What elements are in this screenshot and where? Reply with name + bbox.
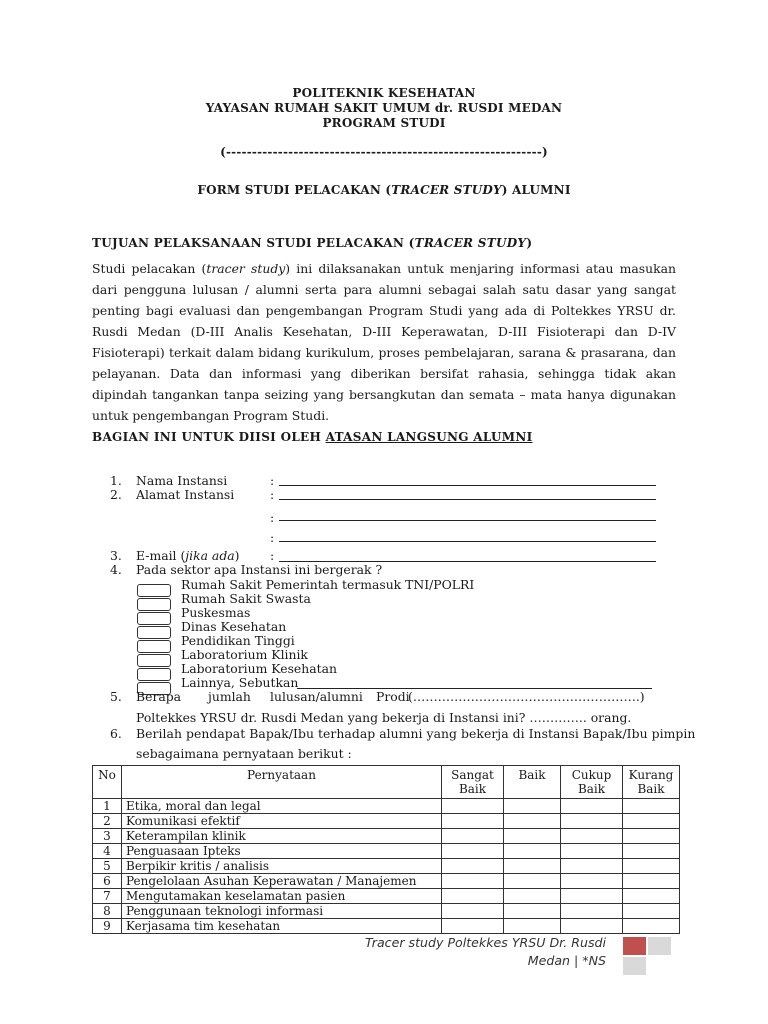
assessment-table bbox=[92, 765, 680, 934]
rating-cell[interactable] bbox=[623, 874, 680, 889]
rating-cell[interactable] bbox=[442, 859, 504, 874]
question-number: 6. bbox=[110, 726, 122, 741]
rating-cell[interactable] bbox=[504, 874, 561, 889]
question-alumni-count-line2: Poltekkes YRSU dr. Rusdi Medan yang bekerja di Instansi ini? ………….. orang. bbox=[136, 710, 632, 725]
rating-cell[interactable] bbox=[561, 859, 623, 874]
rating-cell[interactable] bbox=[623, 844, 680, 859]
footer-line2: Medan | *NS bbox=[527, 953, 606, 968]
institution-name: POLITEKNIK KESEHATAN bbox=[292, 86, 476, 100]
footer-line1: Tracer study Poltekkes YRSU Dr. Rusdi bbox=[365, 935, 606, 950]
question-opinion-line1: Berilah pendapat Bapak/Ibu terhadap alumni yang bekerja di Instansi Bapak/Ibu pimpin bbox=[136, 726, 696, 741]
rating-cell[interactable] bbox=[504, 844, 561, 859]
field-number: 1. bbox=[110, 473, 122, 488]
field-colon: : bbox=[270, 473, 275, 488]
sector-checkbox-government-hospital[interactable] bbox=[137, 584, 171, 597]
sector-checkbox-health-lab[interactable] bbox=[137, 668, 171, 681]
row-statement: Etika, moral dan legal bbox=[122, 799, 442, 814]
row-number: 2 bbox=[93, 814, 122, 829]
table-row bbox=[93, 829, 680, 844]
rating-cell[interactable] bbox=[504, 829, 561, 844]
footer-text bbox=[365, 934, 606, 970]
foundation-name: YAYASAN RUMAH SAKIT UMUM dr. RUSDI MEDAN bbox=[205, 101, 563, 115]
rating-cell[interactable] bbox=[561, 814, 623, 829]
field-colon: : bbox=[270, 510, 275, 525]
institution-address-line-1[interactable] bbox=[279, 499, 656, 500]
table-row bbox=[93, 904, 680, 919]
sector-checkbox-health-office[interactable] bbox=[137, 626, 171, 639]
question-alumni-count-word: Prodi bbox=[376, 689, 410, 704]
field-colon: : bbox=[270, 548, 275, 563]
header-no: No bbox=[93, 766, 122, 799]
field-label-email: E-mail (jika ada) bbox=[136, 548, 240, 563]
row-statement: Kerjasama tim kesehatan bbox=[122, 919, 442, 934]
row-statement: Pengelolaan Asuhan Keperawatan / Manajemen bbox=[122, 874, 442, 889]
table-row bbox=[93, 859, 680, 874]
rating-cell[interactable] bbox=[442, 919, 504, 934]
header-good: Baik bbox=[504, 766, 561, 799]
rating-cell[interactable] bbox=[504, 889, 561, 904]
rating-cell[interactable] bbox=[623, 919, 680, 934]
sector-checkbox-private-hospital[interactable] bbox=[137, 598, 171, 611]
sector-option-label: Laboratorium Kesehatan bbox=[181, 661, 337, 676]
rating-cell[interactable] bbox=[504, 859, 561, 874]
purpose-paragraph: Studi pelacakan (tracer study) ini dilaksanakan untuk menjaring informasi atau masukan dari pengguna lulusan / alumni serta para alumni sebagai salah satu dasar yang sangat penting bagi evaluasi dan pengembangan Program Studi yang ada di Poltekkes YRSU dr. Rusdi Medan (D-III Analis Kesehatan, D-III Keperawatan, D-III Fisioterapi dan D-IV Fisioterapi) terkait dalam bidang kurikulum, proses pembelajaran, sarana & prasarana, dan pelayanan. Data dan informasi yang diberikan bersifat rahasia, sehingga tidak akan dipindah tangankan tanpa seizing yang bersangkutan dan semata – mata hanya digunakan untuk pengembangan Program Studi. bbox=[92, 261, 676, 423]
table-row bbox=[93, 874, 680, 889]
row-statement: Mengutamakan keselamatan pasien bbox=[122, 889, 442, 904]
footer-gray-square bbox=[623, 957, 646, 975]
rating-cell[interactable] bbox=[623, 799, 680, 814]
header-statement: Pernyataan bbox=[122, 766, 442, 799]
rating-cell[interactable] bbox=[442, 814, 504, 829]
institution-address-line-3[interactable] bbox=[279, 541, 656, 542]
row-statement: Komunikasi efektif bbox=[122, 814, 442, 829]
institution-address-line-2[interactable] bbox=[279, 520, 656, 521]
sector-option-label: Pendidikan Tinggi bbox=[181, 633, 295, 648]
field-label-institution-name: Nama Instansi bbox=[136, 473, 228, 488]
row-statement: Penggunaan teknologi informasi bbox=[122, 904, 442, 919]
header-poor: Kurang Baik bbox=[623, 766, 680, 799]
program-blank: (-------------------------------------------------------------) bbox=[220, 145, 548, 159]
row-number: 7 bbox=[93, 889, 122, 904]
rating-cell[interactable] bbox=[504, 799, 561, 814]
footer-accent-square bbox=[623, 937, 646, 955]
question-alumni-count-word: jumlah bbox=[208, 689, 251, 704]
sector-option-label: Rumah Sakit Pemerintah termasuk TNI/POLRI bbox=[181, 577, 475, 592]
footer-gray-square bbox=[648, 937, 671, 955]
institution-name-line[interactable] bbox=[279, 485, 656, 486]
table-row bbox=[93, 889, 680, 904]
rating-cell[interactable] bbox=[561, 919, 623, 934]
rating-cell[interactable] bbox=[561, 844, 623, 859]
row-number: 4 bbox=[93, 844, 122, 859]
question-alumni-count-word: Berapa bbox=[136, 689, 182, 704]
field-number: 3. bbox=[110, 548, 122, 563]
row-statement: Penguasaan Ipteks bbox=[122, 844, 442, 859]
table-row bbox=[93, 844, 680, 859]
rating-cell[interactable] bbox=[442, 829, 504, 844]
rating-cell[interactable] bbox=[561, 874, 623, 889]
row-number: 1 bbox=[93, 799, 122, 814]
header-fair: Cukup Baik bbox=[561, 766, 623, 799]
rating-cell[interactable] bbox=[561, 904, 623, 919]
table-row bbox=[93, 919, 680, 934]
rating-cell[interactable] bbox=[623, 814, 680, 829]
table-row bbox=[93, 799, 680, 814]
table-row bbox=[93, 814, 680, 829]
question-alumni-count-word: lulusan/alumni bbox=[270, 689, 363, 704]
program-label: PROGRAM STUDI bbox=[322, 116, 446, 130]
row-statement: Berpikir kritis / analisis bbox=[122, 859, 442, 874]
row-number: 3 bbox=[93, 829, 122, 844]
form-title: FORM STUDI PELACAKAN (TRACER STUDY) ALUMNI bbox=[197, 183, 571, 197]
sector-option-label: Puskesmas bbox=[181, 605, 251, 620]
rating-cell[interactable] bbox=[504, 919, 561, 934]
rating-cell[interactable] bbox=[442, 904, 504, 919]
rating-cell[interactable] bbox=[442, 889, 504, 904]
rating-cell[interactable] bbox=[623, 859, 680, 874]
question-sector: Pada sektor apa Instansi ini bergerak ? bbox=[136, 562, 383, 577]
field-number: 2. bbox=[110, 487, 122, 502]
sector-option-label: Laboratorium Klinik bbox=[181, 647, 308, 662]
section-heading-supervisor: BAGIAN INI UNTUK DIISI OLEH ATASAN LANGSUNG ALUMNI bbox=[92, 430, 533, 444]
rating-cell[interactable] bbox=[442, 874, 504, 889]
rating-cell[interactable] bbox=[623, 829, 680, 844]
sector-option-label: Dinas Kesehatan bbox=[181, 619, 287, 634]
rating-cell[interactable] bbox=[561, 799, 623, 814]
rating-cell[interactable] bbox=[561, 829, 623, 844]
rating-cell[interactable] bbox=[623, 889, 680, 904]
question-number: 5. bbox=[110, 689, 122, 704]
rating-cell[interactable] bbox=[561, 889, 623, 904]
row-number: 6 bbox=[93, 874, 122, 889]
question-number: 4. bbox=[110, 562, 122, 577]
section-heading-purpose: TUJUAN PELAKSANAAN STUDI PELACAKAN (TRACER STUDY) bbox=[92, 236, 533, 250]
question-opinion-line2: sebagaimana pernyataan berikut : bbox=[136, 746, 352, 761]
rating-cell[interactable] bbox=[623, 904, 680, 919]
rating-cell[interactable] bbox=[442, 844, 504, 859]
sector-checkbox-puskesmas[interactable] bbox=[137, 612, 171, 625]
sector-checkbox-higher-education[interactable] bbox=[137, 640, 171, 653]
sector-option-label: Rumah Sakit Swasta bbox=[181, 591, 311, 606]
row-statement: Keterampilan klinik bbox=[122, 829, 442, 844]
rating-cell[interactable] bbox=[504, 904, 561, 919]
rating-cell[interactable] bbox=[504, 814, 561, 829]
prodi-blank[interactable]: (……………………………………………….) bbox=[408, 689, 645, 704]
field-colon: : bbox=[270, 530, 275, 545]
sector-option-label: Lainnya, Sebutkan bbox=[181, 675, 299, 690]
header-very-good: Sangat Baik bbox=[442, 766, 504, 799]
row-number: 9 bbox=[93, 919, 122, 934]
sector-checkbox-clinical-lab[interactable] bbox=[137, 654, 171, 667]
row-number: 5 bbox=[93, 859, 122, 874]
rating-cell[interactable] bbox=[442, 799, 504, 814]
field-label-institution-address: Alamat Instansi bbox=[136, 487, 235, 502]
row-number: 8 bbox=[93, 904, 122, 919]
table-header-row bbox=[93, 766, 680, 799]
field-colon: : bbox=[270, 487, 275, 502]
